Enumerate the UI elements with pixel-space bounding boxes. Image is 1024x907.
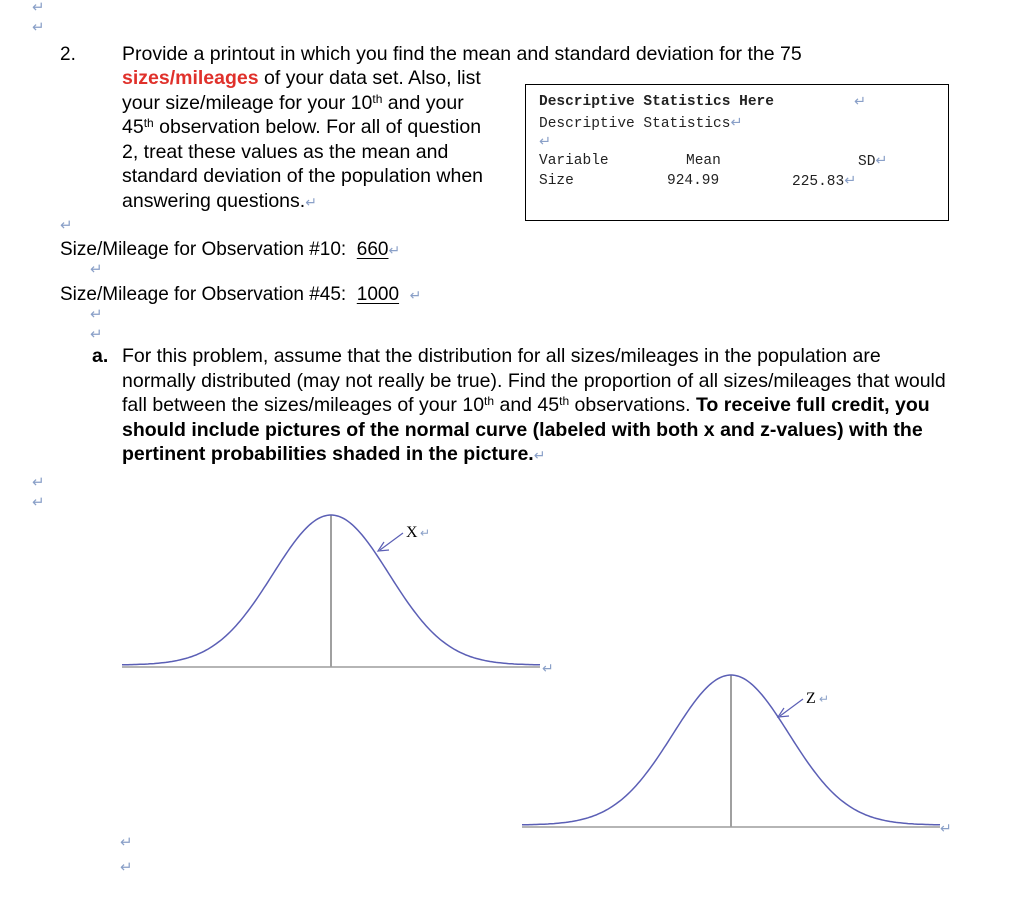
question-number: 2. bbox=[60, 44, 76, 65]
highlighted-term: sizes/mileages bbox=[122, 67, 259, 89]
question-text-body: sizes/mileages of your data set. Also, list your size/mileage for your 10th and your 45th observation below. For all of question 2, treat these values as the mean and standard deviation of the population when answering questions.↵ bbox=[122, 67, 484, 212]
paragraph-mark: ↵ bbox=[120, 859, 133, 876]
z-label: Z bbox=[806, 690, 816, 707]
paragraph-mark: ↵ bbox=[90, 261, 103, 278]
paragraph-mark: ↵ bbox=[60, 217, 73, 234]
x-label-arrow bbox=[380, 533, 403, 550]
x-label-arrowhead bbox=[378, 542, 389, 551]
part-a-text: a. For this problem, assume that the distribution for all sizes/mileages in the population are normally distributed (may not really be true). Find the proportion of all sizes/mileages that would fall between the sizes/mileages of your 10th and 45th observations. To receive full credit, you should include pictures of the normal curve (labeled with both x and z-values) with the pertinent probabilities shaded in the picture.↵ bbox=[92, 345, 946, 465]
svg-text:↵: ↵ bbox=[940, 820, 952, 835]
x-label: X bbox=[406, 524, 418, 541]
row-variable: Size bbox=[539, 173, 574, 189]
stats-heading: Descriptive Statistics Here bbox=[539, 94, 774, 110]
stats-subheading: Descriptive Statistics↵ bbox=[539, 115, 743, 132]
descriptive-statistics-box: Descriptive Statistics Here ↵ Descriptive Statistics↵ ↵ Variable Mean SD↵ Size 924.99 225.83↵ bbox=[525, 84, 949, 221]
part-a-label: a. bbox=[92, 345, 109, 367]
paragraph-mark: ↵ bbox=[32, 474, 45, 491]
col-variable: Variable bbox=[539, 153, 609, 169]
paragraph-mark: ↵ bbox=[32, 494, 45, 511]
obs10-value: 660 bbox=[356, 239, 389, 260]
z-label-arrow bbox=[780, 699, 803, 716]
row-mean: 924.99 bbox=[667, 173, 720, 189]
paragraph-mark: ↵ bbox=[120, 834, 133, 851]
observation-10: Size/Mileage for Observation #10: 660↵ bbox=[60, 239, 401, 260]
normal-curve-x bbox=[122, 505, 582, 675]
paragraph-mark: ↵ bbox=[90, 306, 103, 323]
obs45-value: 1000 bbox=[356, 284, 400, 305]
row-sd: 225.83↵ bbox=[792, 173, 857, 190]
svg-text:↵: ↵ bbox=[819, 692, 830, 706]
z-label-arrowhead bbox=[778, 708, 789, 717]
question-text-line1: Provide a printout in which you find the mean and standard deviation for the 75 bbox=[122, 43, 802, 65]
svg-text:↵: ↵ bbox=[542, 660, 554, 675]
col-sd: SD↵ bbox=[858, 153, 888, 170]
paragraph-mark: ↵ bbox=[32, 0, 45, 16]
paragraph-mark: ↵ bbox=[32, 19, 45, 36]
normal-curve-z bbox=[522, 665, 962, 835]
observation-45: Size/Mileage for Observation #45: 1000 ↵ bbox=[60, 284, 422, 305]
paragraph-mark: ↵ bbox=[90, 326, 103, 343]
svg-text:↵: ↵ bbox=[420, 526, 431, 540]
col-mean: Mean bbox=[686, 153, 721, 169]
